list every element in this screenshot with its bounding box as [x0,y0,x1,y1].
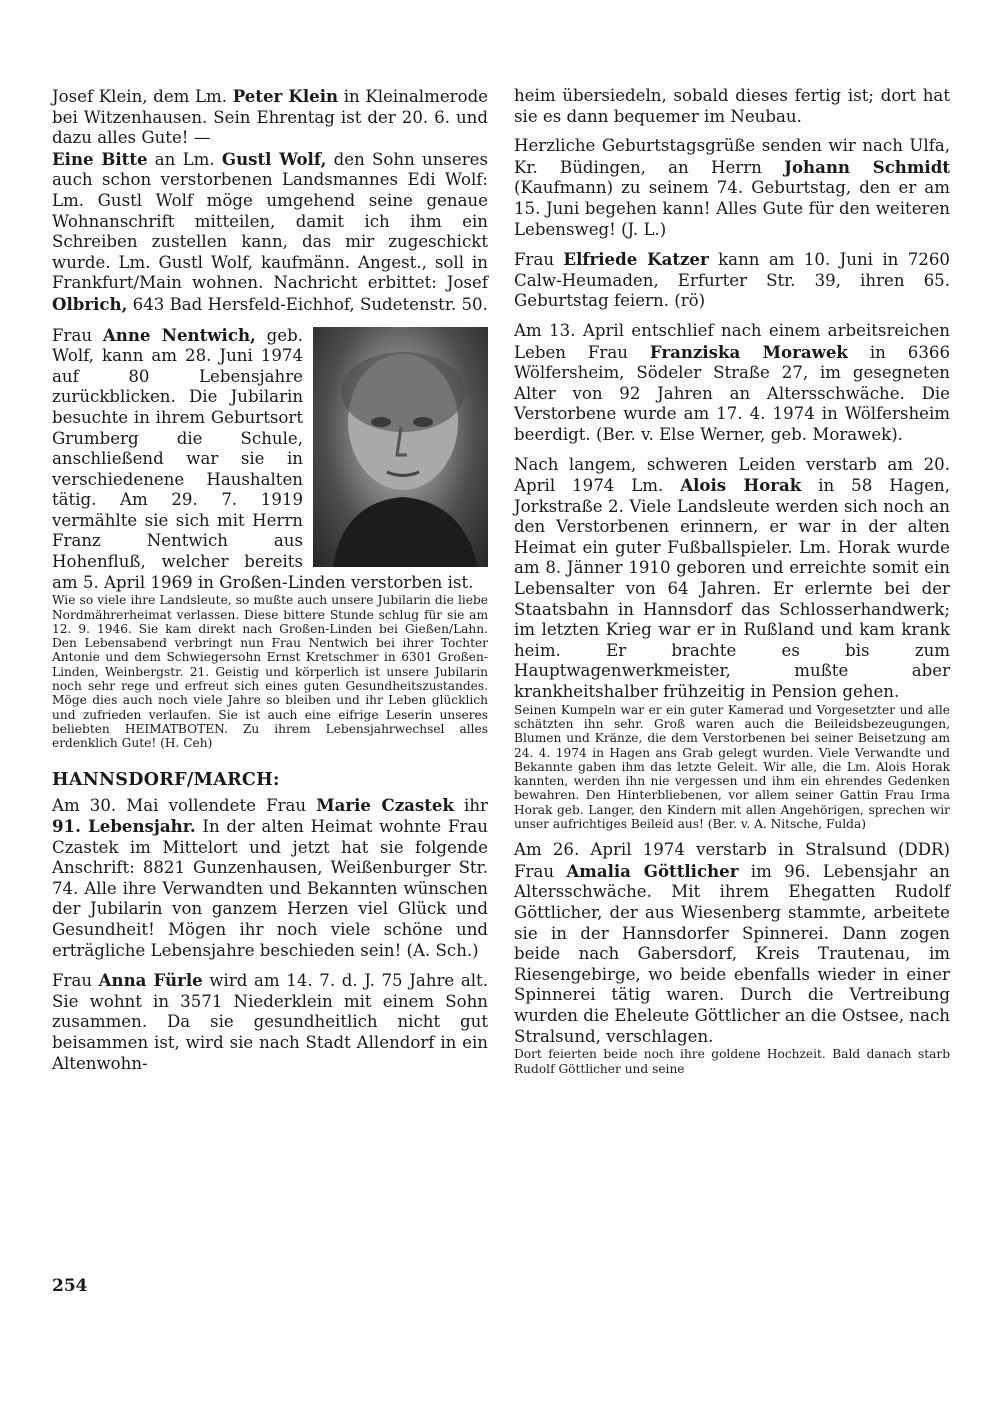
paragraph-amalia-goettlicher: Am 26. April 1974 verstarb in Stralsund (DDR) Frau Amalia Göttlicher im 96. Lebensjahr an Altersschwäche. Mit ihrem Ehegatten Rudolf Göttlicher, der aus Wiesenberg stammte, arbeitete sie in der Hannsdorfer Spinnerei. Dann zogen beide nach Gabersdorf, Kreis Trautenau, im Riesengebirge, wo beide ebenfalls wieder in einer Spinnerei tätig waren. Durch die Vertreibung wurden die Eheleute Göttlicher an die Ostsee, nach Stralsund, verschlagen. [514,840,950,1046]
paragraph-altenwohnheim: heim übersiedeln, sobald dieses fertig ist; dort hat sie es dann bequemer im Neubau. [514,86,950,126]
right-column [514,86,950,1076]
paragraph-elfriede-katzer: Frau Elfriede Katzer kann am 10. Juni in 7260 Calw-Heumaden, Erfurter Str. 39, ihren 65. Geburtstag feiern. (rö) [514,249,950,311]
paragraph-anne-nentwich: Frau Anne Nentwich, geb. Wolf, kann am 28. Juni 1974 auf 80 Lebensjahre zurückblicken. Die Jubilarin besuchte in ihrem Geburtsort Grumberg die Schule, anschließend war sie in verschiedenene Haushalten tätig. Am 29. 7. 1919 vermählte sie sich mit Herrn Franz Nentwich aus Hohenfluß, welcher bereits am 5. April 1969 in Großen-Linden verstorben ist. [52,324,474,592]
section-heading-hannsdorf: HANNSDORF/MARCH: [52,769,280,790]
paragraph-anna-fuerle: Frau Anna Fürle wird am 14. 7. d. J. 75 Jahre alt. Sie wohnt in 3571 Niederklein mit einem Sohn zusammen. Da sie gesundheitlich nicht gut beisammen ist, wird sie nach Stadt Allendorf in ein Altenwohn- [52,970,488,1073]
paragraph-peter-klein: Josef Klein, dem Lm. Peter Klein in Kleinalmerode bei Witzenhausen. Sein Ehrentag ist der 20. 6. und dazu alles Gute! — Eine Bitte an Lm. Gustl Wolf, den Sohn unseres auch schon verstorbenen Landsmannes Edi Wolf: Lm. Gustl Wolf möge umgehend seine genaue Wohnanschrift mitteilen, damit ich ihm ein Schreiben zustellen kann, das mir zugeschickt wurde. Lm. Gustl Wolf, kaufmänn. Angest., soll in Frankfurt/Main wohnen. Nachricht erbittet: Josef Olbrich, 643 Bad Hersfeld-Eichhof, Sudetenstr. 50. [52,86,489,314]
paragraph-anne-nentwich-detail: Wie so viele ihre Landsleute, so mußte auch unsere Jubilarin die liebe Nordmährerheimat verlassen. Diese bittere Stunde schlug für sie am 12. 9. 1946. Sie kam direkt nach Großen-Linden bei Gießen/Lahn. Den Lebensabend verbringt nun Frau Nentwich bei ihrer Tochter Antonie und dem Schwiegersohn Ernst Kretschmer in 6301 Großen-Linden, Weinbergstr. 21. Geistig und körperlich ist unsere Jubilarin noch sehr rege und erfreut sich eines guten Gesundheitszustandes. Möge dies auch noch viele Jahre so bleiben und ihr Leben glücklich und zufrieden verlaufen. Sie ist auch eine eifrige Leserin unseres beliebten HEIMATBOTEN. Zu ihrem Lebensjahrwechsel alles erdenklich Gute! (H. Ceh) [52,593,488,751]
paragraph-goldene-hochzeit: Dort feierten beide noch ihre goldene Hochzeit. Bald danach starb Rudolf Göttlicher und seine [514,1047,950,1076]
portrait-photo [313,327,488,567]
page-number: 254 [52,1276,88,1296]
paragraph-johann-schmidt: Herzliche Geburtstagsgrüße senden wir nach Ulfa, Kr. Büdingen, an Herrn Johann Schmidt (Kaufmann) zu seinem 74. Geburtstag, den er am 15. Juni begehen kann! Alles Gute für den weiteren Lebensweg! (J. L.) [514,136,950,239]
paragraph-franziska-morawek: Am 13. April entschlief nach einem arbeitsreichen Leben Frau Franziska Morawek in 6366 Wölfersheim, Södeler Straße 27, im gesegneten Alter von 92 Jahren an Altersschwäche. Die Verstorbene wurde am 17. 4. 1974 in Wölfersheim beerdigt. (Ber. v. Else Werner, geb. Morawek). [514,320,951,444]
paragraph-marie-czastek: Am 30. Mai vollendete Frau Marie Czastek ihr 91. Lebensjahr. In der alten Heimat wohnte Frau Czastek im Mittelort und jetzt hat sie folgende Anschrift: 8821 Gunzenhausen, Weißenburger Str. 74. Alle ihre Verwandten und Bekannten wünschen der Jubilarin von ganzem Herzen viel Glück und Gesundheit! Mögen ihr noch viele schöne und erträgliche Lebensjahre beschieden sein! (A. Sch.) [52,794,488,960]
portrait-image [313,327,488,567]
paragraph-alois-horak-detail: Seinen Kumpeln war er ein guter Kamerad und Vorgesetzter und alle schätzten ihn sehr. Groß waren auch die Beileidsbezeugungen, Blumen und Kränze, die dem Verstorbenen bei seiner Beisetzung am 24. 4. 1974 in Hagen ans Grab gelegt wurden. Viele Verwandte und Bekannte gaben ihm das letzte Geleit. Wir alle, die Lm. Alois Horak kannten, werden ihn nie vergessen und ihm ein ehrendes Gedenken bewahren. Den Hinterbliebenen, vor allem seiner Gattin Frau Irma Horak geb. Langer, den Kindern mit allen Angehörigen, sprechen wir unser aufrichtiges Beileid aus! (Ber. v. A. Nitsche, Fulda) [514,702,950,831]
paragraph-alois-horak: Nach langem, schweren Leiden verstarb am 20. April 1974 Lm. Alois Horak in 58 Hagen, Jorkstraße 2. Viele Landsleute werden sich noch an den Verstorbenen erinnern, er war in der alten Heimat ein guter Fußballspieler. Lm. Horak wurde am 8. Jänner 1910 geboren und erreichte somit ein Lebensalter von 64 Jahren. Er erlernte bei der Staatsbahn in Hannsdorf das Schlosserhandwerk; im letzten Krieg war er in Rußland und kam krank heim. Er brachte es bis zum Hauptwagenwerkmeister, mußte aber krankheitshalber frühzeitig in Pension gehen. [514,454,950,702]
left-column [52,86,488,1074]
